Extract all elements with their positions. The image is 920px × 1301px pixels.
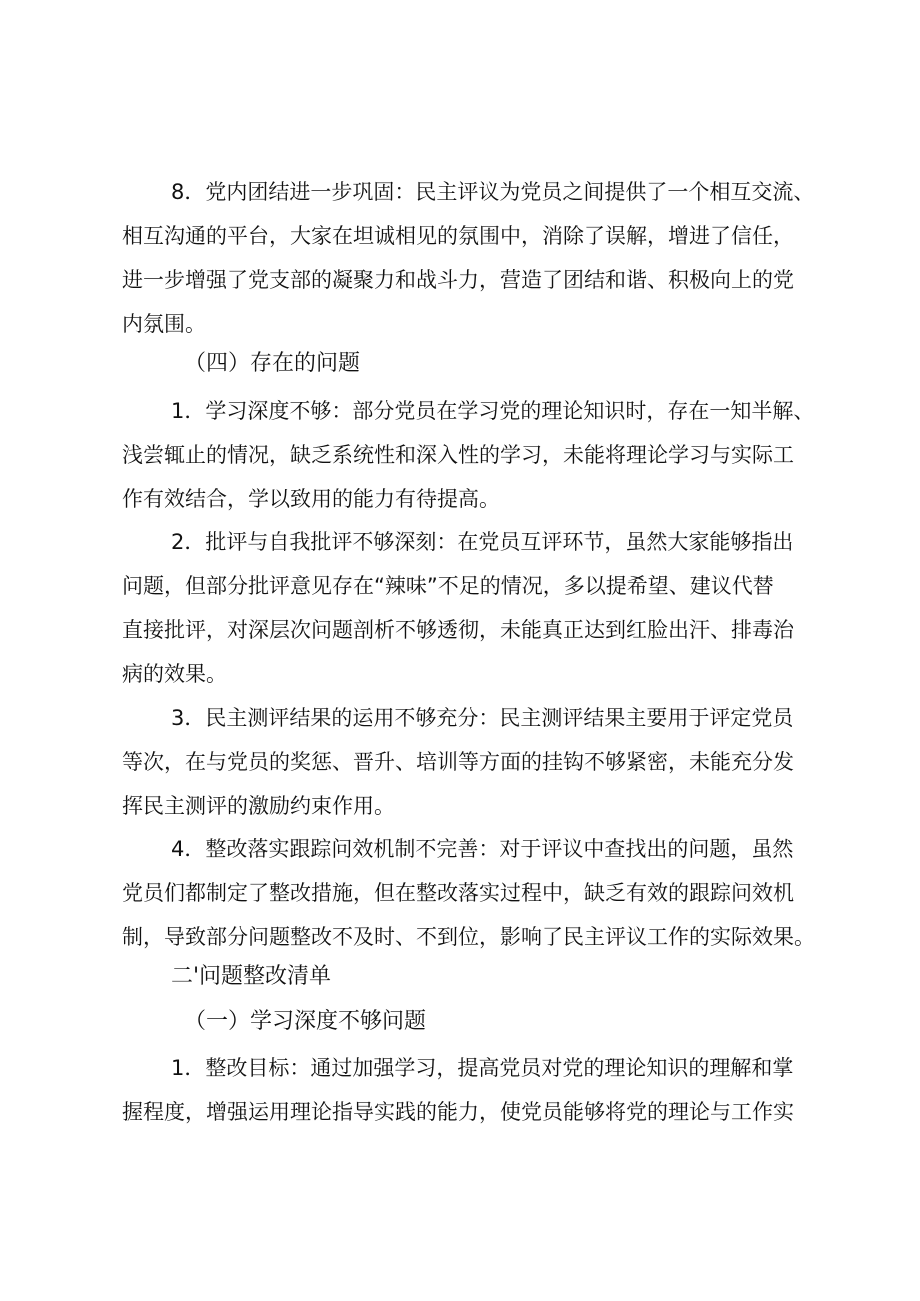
- paragraph-8-line-2: 相互沟通的平台，大家在坦诚相见的氛围中，消除了误解，增进了信任，: [122, 224, 794, 248]
- section-heading-existing-problems: （四）存在的问题: [184, 351, 361, 376]
- paragraph-8-line-1: 8．党内团结进一步巩固：民主评议为党员之间提供了一个相互交流、: [171, 180, 815, 204]
- issue-4-line-3: 制，导致部分问题整改不及时、不到位，影响了民主评议工作的实际效果。: [122, 925, 815, 949]
- rectify-1-line-2: 握程度，增强运用理论指导实践的能力，使党员能够将党的理论与工作实: [122, 1100, 794, 1124]
- issue-2-line-4: 病的效果。: [122, 662, 227, 686]
- issue-3-line-2: 等次，在与党员的奖惩、晋升、培训等方面的挂钩不够紧密，未能充分发: [122, 750, 794, 774]
- section-heading-rectification-list: 二'问题整改清单: [171, 964, 332, 989]
- paragraph-8-line-3: 进一步增强了党支部的凝聚力和战斗力，营造了团结和谐、积极向上的党: [122, 268, 794, 292]
- issue-1-line-1: 1．学习深度不够：部分党员在学习党的理论知识时，存在一知半解、: [171, 399, 815, 423]
- subsection-heading-learning-depth: （一）学习深度不够问题: [184, 1009, 427, 1034]
- issue-1-line-2: 浅尝辄止的情况，缺乏系统性和深入性的学习，未能将理论学习与实际工: [122, 443, 794, 467]
- issue-2-line-3: 直接批评，对深层次问题剖析不够透彻，未能真正达到红脸出汗、排毒治: [122, 618, 794, 642]
- issue-3-line-1: 3．民主测评结果的运用不够充分：民主测评结果主要用于评定党员: [171, 706, 794, 730]
- issue-2-line-1: 2．批评与自我批评不够深刻：在党员互评环节，虽然大家能够指出: [171, 530, 794, 554]
- paragraph-8-line-4: 内氛围。: [122, 312, 206, 336]
- issue-4-line-1: 4．整改落实跟踪问效机制不完善：对于评议中查找出的问题，虽然: [171, 837, 794, 861]
- issue-4-line-2: 党员们都制定了整改措施，但在整改落实过程中，缺乏有效的跟踪问效机: [122, 881, 794, 905]
- issue-3-line-3: 挥民主测评的激励约束作用。: [122, 794, 395, 818]
- issue-1-line-3: 作有效结合，学以致用的能力有待提高。: [122, 487, 500, 511]
- issue-2-line-2: 问题，但部分批评意见存在“辣味”不足的情况，多以提希望、建议代替: [122, 574, 774, 598]
- rectify-1-line-1: 1．整改目标：通过加强学习，提高党员对党的理论知识的理解和掌: [171, 1056, 794, 1080]
